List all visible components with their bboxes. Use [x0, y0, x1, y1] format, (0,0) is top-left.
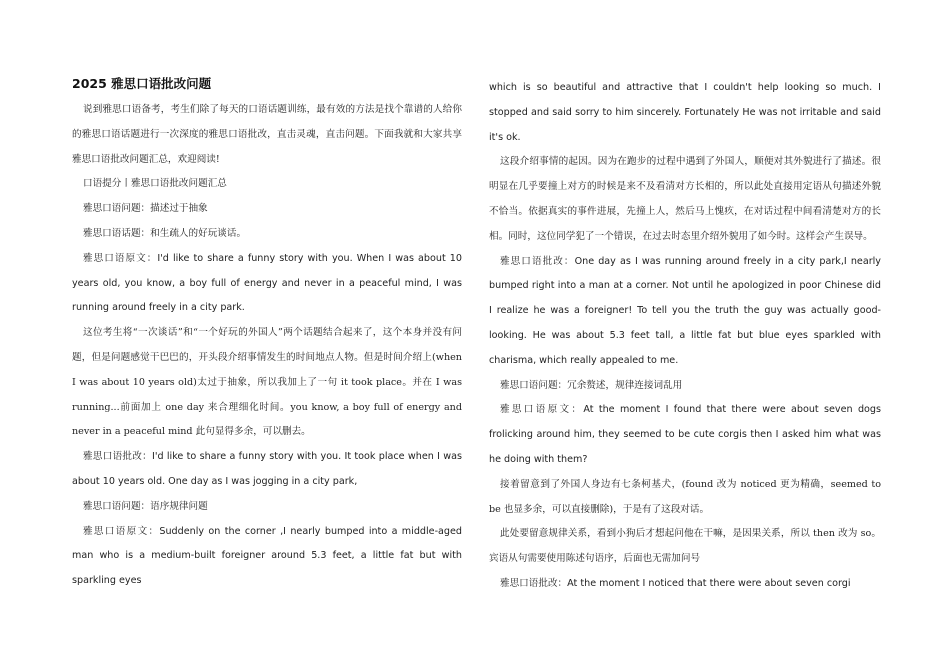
- topic-label: 雅思口语话题：和生疏人的好玩谈话。: [83, 227, 247, 239]
- section-heading: 口语提分丨雅思口语批改问题汇总: [83, 178, 227, 190]
- analysis-paragraph: 此处要留意规律关系，看到小狗后才想起问他在干嘛，是因果关系，所以 then 改为 so。宾语从句需要使用陈述句语序，后面也无需加问号: [489, 528, 881, 565]
- problem-label: 雅思口语问题：描述过于抽象: [83, 203, 208, 215]
- analysis-paragraph: 这段介绍事情的起因。因为在跑步的过程中遇到了外国人，顺便对其外貌进行了描述。很明显在几乎要撞上对方的时候是来不及看清对方长相的，所以此处直接用定语从句描述外貌不恰当。依据真实的事件进展，先撞上人，然后马上愧疚，在对话过程中间看清楚对方的长相。同时，这位同学犯了一个错误，在过去时态里介绍外貌用了如今时。这样会产生误导。: [489, 156, 881, 242]
- problem-label: 雅思口语问题：语序规律问题: [83, 500, 208, 512]
- corrected-text: 雅思口语批改：One day as I was running around freely in a city park,I nearly bumped right into a man at a corner. Not until he apologized in poor Chinese did I realize he was a foreigner! To tell you the truth the guy was actually good-looking. He was about 5.3 feet tall, a little fat but blue eyes sparkled with charisma, which really appealed to me.: [489, 255, 881, 366]
- problem-label: 雅思口语问题：冗余赘述，规律连接词乱用: [500, 379, 683, 391]
- document-title: 2025 雅思口语批改问题: [72, 76, 212, 91]
- corrected-text: 雅思口语批改：I'd like to share a funny story with you. It took place when I was about 10 years old. One day as I was jogging in a city park,: [72, 451, 462, 487]
- original-text: 雅思口语原文：At the moment I found that there were about seven dogs frolicking around him, they seemed to be cute corgis then I asked him what was he doing with them?: [489, 404, 881, 465]
- original-text: 雅思口语原文：I'd like to share a funny story with you. When I was about 10 years old, you know, a boy full of energy and never in a peaceful mind, I was running around freely in a city park.: [72, 252, 462, 314]
- continued-text: which is so beautiful and attractive that I couldn't help looking so much. I stopped and said sorry to him sincerely. Fortunately He was not irritable and said it's ok.: [489, 82, 881, 143]
- original-text: 雅思口语原文：Suddenly on the corner ,I nearly bumped into a middle-aged man who is a medium-built foreigner around 5.3 feet, a little fat but with sparkling eyes: [72, 525, 462, 587]
- right-column: [489, 76, 881, 597]
- corrected-text: 雅思口语批改：At the moment I noticed that there were about seven corgi: [500, 577, 851, 589]
- analysis-paragraph: 接着留意到了外国人身边有七条柯基犬，(found 改为 noticed 更为精确，seemed to be 也显多余，可以直接删除)，于是有了这段对话。: [489, 478, 881, 515]
- intro-paragraph: 说到雅思口语备考，考生们除了每天的口语话题训练，最有效的方法是找个靠谱的人给你的雅思口语话题进行一次深度的雅思口语批改，直击灵魂，直击问题。下面我就和大家共享雅思口语批改问题汇总，欢迎阅读!: [72, 104, 462, 165]
- left-column: [72, 73, 462, 594]
- analysis-paragraph: 这位考生将“一次谈话”和“一个好玩的外国人”两个话题结合起来了，这个本身并没有问题，但是问题感觉干巴巴的，开头段介绍事情发生的时间地点人物。但是时间介绍上(when I was about 10 years old)太过于抽象，所以我加上了一句 it took place。并在 I was running...前面加上 one day 来合理细化时间。you know, a boy full of energy and never in a peaceful mind 此句显得多余，可以删去。: [72, 327, 462, 438]
